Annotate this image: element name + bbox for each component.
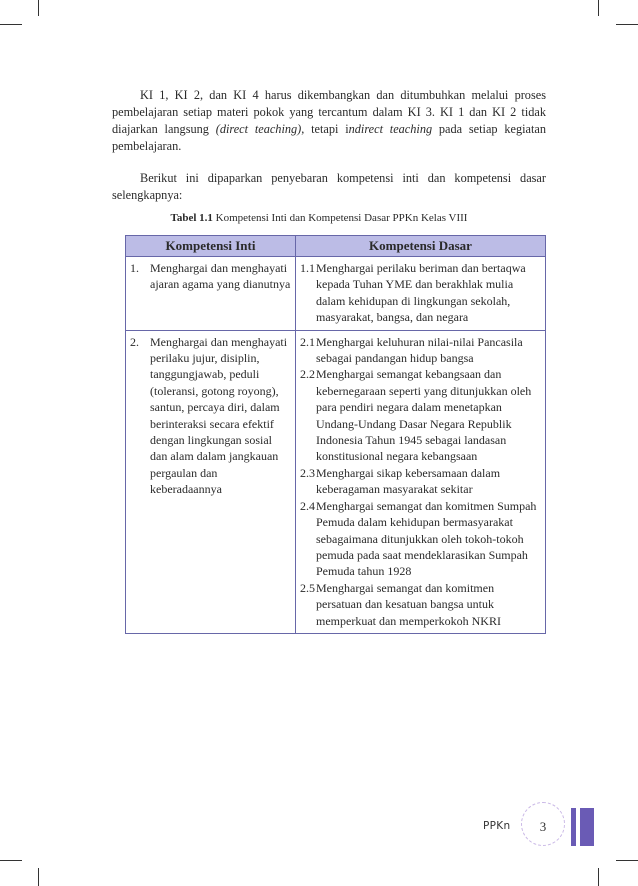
kd-item bbox=[300, 465, 541, 498]
kd-item bbox=[300, 366, 541, 464]
crop-mark bbox=[616, 860, 638, 861]
table-row bbox=[126, 257, 546, 331]
page-number: 3 bbox=[539, 819, 547, 834]
kd-text: Menghargai perilaku beriman dan bertaqwa kepada Tuhan YME dan berakhlak mulia dalam kehidupan di lingkungan sekolah, masyarakat, bangsa, dan negara bbox=[316, 261, 526, 325]
ki-number: 2. bbox=[130, 334, 139, 349]
paragraph-lead: Berikut ini dipaparkan penyebaran kompetensi inti dan kompetensi dasar selengkapnya: bbox=[112, 171, 546, 202]
ki-text: Menghargai dan menghayati ajaran agama yang dianutnya bbox=[150, 261, 291, 292]
header-kompetensi-inti: Kompetensi Inti bbox=[126, 236, 296, 257]
table-header-row bbox=[126, 236, 546, 257]
kd-text: Menghargai semangat dan komitmen persatuan dan kesatuan bangsa untuk memperkuat dan memperkokoh NKRI bbox=[316, 580, 501, 628]
kd-text: Menghargai sikap kebersamaan dalam keberagaman masyarakat sekitar bbox=[316, 465, 501, 497]
kd-text: Menghargai keluhuran nilai-nilai Pancasila sebagai pandangan hidup bangsa bbox=[316, 334, 523, 366]
paragraph-intro: KI 1, KI 2, dan KI 4 harus dikembangkan dan ditumbuhkan melalui proses pembelajaran setiap materi pokok yang tercantum dalam KI 3. KI 1 dan KI 2 tidak diajarkan langsung (direct teaching), tetapi indirect teaching pada setiap kegiatan pembelajaran. bbox=[112, 88, 546, 153]
kd-text: Menghargai semangat kebangsaan dan kebernegaraan seperti yang ditunjukkan oleh para pendiri negara dalam menetapkan Undang-Undang Dasar Negara Republik Indonesia Tahun 1945 sebagai landasan konstitusional negara kebangsaan bbox=[316, 367, 532, 464]
kd-number: 1.1 bbox=[300, 261, 315, 275]
kd-cell bbox=[296, 257, 546, 331]
competency-table bbox=[125, 235, 546, 634]
table-row bbox=[126, 330, 546, 633]
kd-number: 2.1 bbox=[300, 334, 315, 349]
ki-cell bbox=[126, 330, 296, 633]
footer-decor-bar bbox=[580, 808, 594, 846]
crop-mark bbox=[0, 860, 22, 861]
kd-item bbox=[300, 498, 541, 580]
ki-number: 1. bbox=[130, 261, 139, 275]
crop-mark bbox=[38, 0, 39, 16]
table-caption: Tabel 1.1 Kompetensi Inti dan Kompetensi Dasar PPKn Kelas VIII bbox=[170, 212, 468, 224]
crop-mark bbox=[598, 868, 599, 886]
crop-mark bbox=[616, 24, 638, 25]
kd-item bbox=[300, 580, 541, 629]
kd-item bbox=[300, 334, 541, 367]
footer-decor-bar bbox=[571, 808, 576, 846]
ki-cell bbox=[126, 257, 296, 331]
kd-number: 2.5 bbox=[300, 580, 315, 595]
crop-mark bbox=[0, 24, 22, 25]
kd-text: Menghargai semangat dan komitmen Sumpah Pemuda dalam kehidupan bermasyarakat sebagaimana ditunjukkan oleh tokoh-tokoh pemuda pada saat mendeklarasikan Sumpah Pemuda tahun 1928 bbox=[316, 498, 537, 579]
footer-subject-label: PPKn bbox=[483, 820, 511, 832]
kd-cell bbox=[296, 330, 546, 633]
header-kompetensi-dasar: Kompetensi Dasar bbox=[296, 236, 546, 257]
crop-mark bbox=[598, 0, 599, 16]
kd-number: 2.3 bbox=[300, 465, 315, 480]
kd-item bbox=[300, 260, 541, 326]
kd-number: 2.2 bbox=[300, 367, 315, 382]
ki-text: Menghargai dan menghayati perilaku jujur, disiplin, tanggungjawab, peduli (toleransi, gotong royong), santun, percaya diri, dalam berinteraksi secara efektif dengan lingkungan sosial dan alam dalam jangkauan pergaulan dan keberadaannya bbox=[150, 334, 288, 497]
crop-mark bbox=[38, 868, 39, 886]
kd-number: 2.4 bbox=[300, 498, 315, 513]
